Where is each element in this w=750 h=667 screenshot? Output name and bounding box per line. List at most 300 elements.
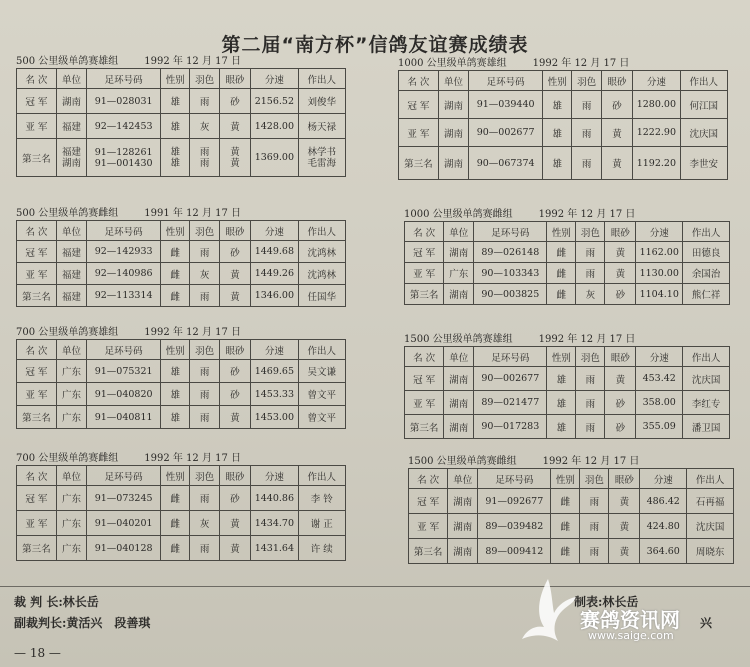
header-feather-color: 羽色 xyxy=(580,469,609,489)
results-table xyxy=(16,339,346,429)
table-row xyxy=(405,415,730,439)
cell-sex: 雄 xyxy=(547,367,576,391)
header-unit: 单位 xyxy=(438,71,468,91)
race-date: 1992 年 12 月 17 日 xyxy=(542,456,640,467)
table-row xyxy=(409,489,734,514)
table-header-row xyxy=(409,469,734,489)
category-name: 1500 公里级单鸽赛雌组 xyxy=(408,456,517,467)
table-caption xyxy=(404,333,730,346)
table-row xyxy=(17,285,346,307)
result-block xyxy=(404,333,730,439)
header-sex: 性别 xyxy=(161,69,190,89)
cell-sex: 雌 xyxy=(161,486,190,511)
table-header-row xyxy=(17,340,346,360)
results-table xyxy=(404,221,730,305)
result-block xyxy=(404,208,730,305)
cell-feather-color: 雨 xyxy=(576,391,605,415)
cell-owner: 余国治 xyxy=(683,263,730,284)
cell-eye-sand: 黄 xyxy=(605,263,636,284)
cell-rank: 亚 军 xyxy=(405,263,444,284)
race-date: 1992 年 12 月 17 日 xyxy=(538,334,636,345)
cell-unit: 湖南 xyxy=(438,119,468,147)
cell-speed: 1162.00 xyxy=(636,242,683,263)
header-eye-sand: 眼砂 xyxy=(605,347,636,367)
cell-unit: 广东 xyxy=(56,360,86,383)
race-date: 1992 年 12 月 17 日 xyxy=(144,453,242,464)
table-producer: 制表:林长岳 xyxy=(574,595,639,609)
race-date: 1992 年 12 月 17 日 xyxy=(538,209,636,220)
header-owner: 作出人 xyxy=(683,347,730,367)
cell-owner: 李红专 xyxy=(683,391,730,415)
cell-speed: 1428.00 xyxy=(251,114,298,139)
cell-ring-number: 91—075321 xyxy=(87,360,161,383)
cell-owner: 周晓东 xyxy=(687,539,734,564)
cell-owner: 沈鸿林 xyxy=(298,241,345,263)
cell-ring-number: 89—026148 xyxy=(474,242,547,263)
cell-sex: 雌 xyxy=(161,241,190,263)
cell-ring-number: 90—003825 xyxy=(474,284,547,305)
header-owner: 作出人 xyxy=(298,340,345,360)
cell-sex: 雄 xyxy=(161,360,190,383)
table-row xyxy=(409,539,734,564)
cell-rank: 亚 军 xyxy=(17,383,57,406)
cell-owner: 许 续 xyxy=(298,536,345,561)
cell-owner: 曾文平 xyxy=(298,383,345,406)
cell-feather-color: 雨 xyxy=(580,539,609,564)
cell-sex: 雌 xyxy=(547,263,576,284)
header-unit: 单位 xyxy=(56,340,86,360)
cell-rank: 亚 军 xyxy=(405,391,444,415)
cell-rank: 冠 军 xyxy=(399,91,439,119)
cell-feather-color: 雨 xyxy=(190,536,219,561)
table-row xyxy=(17,360,346,383)
cell-eye-sand: 黄 xyxy=(219,263,250,285)
header-unit: 单位 xyxy=(444,222,474,242)
cell-unit: 湖南 xyxy=(448,489,478,514)
cell-eye-sand: 黄 xyxy=(219,511,250,536)
cell-feather-color: 雨 雨 xyxy=(190,139,219,177)
cell-eye-sand: 黄 xyxy=(609,539,640,564)
cell-rank: 冠 军 xyxy=(409,489,448,514)
cell-feather-color: 雨 xyxy=(190,486,219,511)
cell-unit: 湖南 xyxy=(438,91,468,119)
cell-speed: 1453.33 xyxy=(251,383,298,406)
cell-unit: 湖南 xyxy=(438,147,468,180)
cell-ring-number: 92—113314 xyxy=(87,285,161,307)
race-date: 1992 年 12 月 17 日 xyxy=(144,56,242,67)
header-rank: 名 次 xyxy=(17,221,57,241)
cell-speed: 424.80 xyxy=(640,514,687,539)
cell-feather-color: 雨 xyxy=(190,89,219,114)
pigeon-logo-icon xyxy=(518,575,578,645)
header-ring-number: 足环号码 xyxy=(474,222,547,242)
cell-eye-sand: 黄 xyxy=(219,285,250,307)
cell-rank: 第三名 xyxy=(399,147,439,180)
cell-feather-color: 雨 xyxy=(576,367,605,391)
cell-eye-sand: 砂 xyxy=(605,415,636,439)
cell-unit: 湖南 xyxy=(444,415,474,439)
cell-sex: 雄 xyxy=(161,406,190,429)
cell-speed: 1440.86 xyxy=(251,486,298,511)
cell-eye-sand: 黄 xyxy=(219,114,250,139)
cell-sex: 雌 xyxy=(547,284,576,305)
cell-speed: 1431.64 xyxy=(251,536,298,561)
cell-rank: 亚 军 xyxy=(17,263,57,285)
result-block xyxy=(398,57,728,180)
cell-ring-number: 90—002677 xyxy=(474,367,547,391)
watermark-url: www.saige.com xyxy=(588,629,674,642)
cell-feather-color: 雨 xyxy=(576,263,605,284)
cell-feather-color: 雨 xyxy=(576,242,605,263)
table-row xyxy=(409,514,734,539)
table-caption xyxy=(16,326,346,339)
cell-eye-sand: 黄 xyxy=(601,119,632,147)
header-ring-number: 足环号码 xyxy=(469,71,543,91)
cell-ring-number: 91—040820 xyxy=(87,383,161,406)
cell-ring-number: 91—040128 xyxy=(87,536,161,561)
header-ring-number: 足环号码 xyxy=(87,340,161,360)
header-speed: 分速 xyxy=(636,347,683,367)
header-unit: 单位 xyxy=(56,69,86,89)
header-owner: 作出人 xyxy=(298,69,345,89)
cell-owner: 潘卫国 xyxy=(683,415,730,439)
header-sex: 性别 xyxy=(161,466,190,486)
cell-owner: 沈庆国 xyxy=(680,119,727,147)
cell-eye-sand: 砂 xyxy=(219,360,250,383)
cell-sex: 雌 xyxy=(161,536,190,561)
cell-eye-sand: 黄 xyxy=(609,489,640,514)
cell-speed: 1449.26 xyxy=(251,263,298,285)
cell-rank: 第三名 xyxy=(405,415,444,439)
cell-feather-color: 雨 xyxy=(572,91,601,119)
header-feather-color: 羽色 xyxy=(190,466,219,486)
cell-feather-color: 雨 xyxy=(576,415,605,439)
table-row xyxy=(17,511,346,536)
cell-sex: 雄 xyxy=(543,91,572,119)
header-speed: 分速 xyxy=(251,340,298,360)
header-speed: 分速 xyxy=(251,466,298,486)
cell-eye-sand: 黄 xyxy=(601,147,632,180)
header-owner: 作出人 xyxy=(298,221,345,241)
cell-ring-number: 91—128261 91—001430 xyxy=(87,139,161,177)
cell-feather-color: 雨 xyxy=(190,241,219,263)
table-header-row xyxy=(17,221,346,241)
cell-unit: 广东 xyxy=(56,511,86,536)
header-speed: 分速 xyxy=(251,69,298,89)
cell-feather-color: 雨 xyxy=(190,360,219,383)
cell-speed: 2156.52 xyxy=(251,89,298,114)
cell-sex: 雄 xyxy=(161,114,190,139)
cell-speed: 1369.00 xyxy=(251,139,298,177)
cell-speed: 1280.00 xyxy=(633,91,680,119)
header-feather-color: 羽色 xyxy=(576,222,605,242)
table-row xyxy=(399,119,728,147)
cell-owner: 李 铃 xyxy=(298,486,345,511)
watermark-text: 赛鸽资讯网 xyxy=(580,608,680,632)
cell-ring-number: 90—103343 xyxy=(474,263,547,284)
table-row xyxy=(17,406,346,429)
cell-eye-sand: 黄 xyxy=(609,514,640,539)
chief-judge: 裁 判 长:林长岳 xyxy=(14,595,99,609)
table-row xyxy=(405,263,730,284)
cell-sex: 雄 雄 xyxy=(161,139,190,177)
table-row xyxy=(399,91,728,119)
header-ring-number: 足环号码 xyxy=(87,466,161,486)
cell-unit: 湖南 xyxy=(448,539,478,564)
cell-rank: 第三名 xyxy=(17,536,57,561)
header-ring-number: 足环号码 xyxy=(87,221,161,241)
table-header-row xyxy=(405,347,730,367)
cell-ring-number: 91—028031 xyxy=(87,89,161,114)
cell-ring-number: 89—039482 xyxy=(478,514,551,539)
cell-speed: 1449.68 xyxy=(251,241,298,263)
header-sex: 性别 xyxy=(547,222,576,242)
header-rank: 名 次 xyxy=(405,222,444,242)
header-ring-number: 足环号码 xyxy=(87,69,161,89)
table-row xyxy=(17,536,346,561)
category-name: 500 公里级单鸽赛雌组 xyxy=(16,208,119,219)
cell-ring-number: 92—140986 xyxy=(87,263,161,285)
cell-rank: 亚 军 xyxy=(399,119,439,147)
cell-ring-number: 90—067374 xyxy=(469,147,543,180)
cell-speed: 486.42 xyxy=(640,489,687,514)
cell-sex: 雌 xyxy=(551,539,580,564)
cell-sex: 雄 xyxy=(543,119,572,147)
table-caption xyxy=(16,452,346,465)
cell-ring-number: 89—009412 xyxy=(478,539,551,564)
table-row xyxy=(17,263,346,285)
race-date: 1992 年 12 月 17 日 xyxy=(144,327,242,338)
cell-ring-number: 91—039440 xyxy=(469,91,543,119)
table-caption xyxy=(398,57,728,70)
cell-eye-sand: 砂 xyxy=(605,284,636,305)
cell-rank: 亚 军 xyxy=(17,114,57,139)
page-title: 第二届“南方杯”信鸽友谊赛成绩表 xyxy=(221,34,529,56)
cell-feather-color: 灰 xyxy=(190,511,219,536)
result-block xyxy=(16,55,346,177)
deputy-judge: 副裁判长:黄活兴 段善琪 xyxy=(14,616,151,630)
header-speed: 分速 xyxy=(633,71,680,91)
table-caption xyxy=(404,208,730,221)
cell-unit: 广东 xyxy=(444,263,474,284)
cell-speed: 1192.20 xyxy=(633,147,680,180)
cell-ring-number: 91—040201 xyxy=(87,511,161,536)
producer-tail: 兴 xyxy=(700,616,713,630)
cell-owner: 石再福 xyxy=(687,489,734,514)
header-owner: 作出人 xyxy=(680,71,727,91)
cell-feather-color: 灰 xyxy=(576,284,605,305)
table-row xyxy=(399,147,728,180)
cell-eye-sand: 黄 xyxy=(605,242,636,263)
results-table xyxy=(16,68,346,177)
header-sex: 性别 xyxy=(161,340,190,360)
cell-rank: 亚 军 xyxy=(409,514,448,539)
cell-unit: 福建 xyxy=(56,263,86,285)
cell-sex: 雄 xyxy=(547,391,576,415)
cell-rank: 冠 军 xyxy=(17,89,57,114)
cell-rank: 冠 军 xyxy=(405,367,444,391)
cell-feather-color: 雨 xyxy=(580,514,609,539)
cell-speed: 453.42 xyxy=(636,367,683,391)
table-caption xyxy=(408,455,734,468)
cell-feather-color: 灰 xyxy=(190,263,219,285)
results-table xyxy=(398,70,728,180)
header-unit: 单位 xyxy=(448,469,478,489)
header-ring-number: 足环号码 xyxy=(474,347,547,367)
cell-eye-sand: 黄 xyxy=(219,406,250,429)
cell-feather-color: 雨 xyxy=(572,119,601,147)
cell-speed: 1453.00 xyxy=(251,406,298,429)
header-feather-color: 羽色 xyxy=(576,347,605,367)
cell-owner: 田德良 xyxy=(683,242,730,263)
race-date: 1991 年 12 月 17 日 xyxy=(144,208,242,219)
cell-eye-sand: 砂 xyxy=(219,486,250,511)
cell-ring-number: 91—040811 xyxy=(87,406,161,429)
header-sex: 性别 xyxy=(161,221,190,241)
table-row xyxy=(17,139,346,177)
cell-unit: 广东 xyxy=(56,536,86,561)
category-name: 700 公里级单鸽赛雄组 xyxy=(16,327,119,338)
cell-owner: 吴文谦 xyxy=(298,360,345,383)
header-sex: 性别 xyxy=(547,347,576,367)
header-rank: 名 次 xyxy=(405,347,444,367)
header-rank: 名 次 xyxy=(17,69,57,89)
cell-sex: 雌 xyxy=(161,511,190,536)
cell-speed: 364.60 xyxy=(640,539,687,564)
cell-unit: 湖南 xyxy=(444,284,474,305)
cell-eye-sand: 黄 xyxy=(605,367,636,391)
table-row xyxy=(405,391,730,415)
cell-rank: 第三名 xyxy=(17,139,57,177)
page-number: — 18 — xyxy=(14,646,61,660)
header-eye-sand: 眼砂 xyxy=(601,71,632,91)
header-unit: 单位 xyxy=(444,347,474,367)
result-block xyxy=(16,207,346,307)
category-name: 700 公里级单鸽赛雌组 xyxy=(16,453,119,464)
header-eye-sand: 眼砂 xyxy=(605,222,636,242)
cell-unit: 福建 xyxy=(56,114,86,139)
header-eye-sand: 眼砂 xyxy=(219,340,250,360)
table-row xyxy=(17,486,346,511)
cell-unit: 广东 xyxy=(56,486,86,511)
cell-ring-number: 91—073245 xyxy=(87,486,161,511)
race-date: 1992 年 12 月 17 日 xyxy=(532,58,630,69)
cell-eye-sand: 砂 xyxy=(219,89,250,114)
cell-feather-color: 雨 xyxy=(580,489,609,514)
cell-ring-number: 92—142453 xyxy=(87,114,161,139)
cell-ring-number: 90—017283 xyxy=(474,415,547,439)
header-unit: 单位 xyxy=(56,221,86,241)
table-header-row xyxy=(17,69,346,89)
cell-feather-color: 雨 xyxy=(190,383,219,406)
header-sex: 性别 xyxy=(543,71,572,91)
header-feather-color: 羽色 xyxy=(190,340,219,360)
cell-unit: 湖南 xyxy=(444,242,474,263)
header-owner: 作出人 xyxy=(683,222,730,242)
table-row xyxy=(17,241,346,263)
cell-eye-sand: 黄 黄 xyxy=(219,139,250,177)
cell-speed: 1346.00 xyxy=(251,285,298,307)
table-caption xyxy=(16,55,346,68)
cell-owner: 沈庆国 xyxy=(687,514,734,539)
cell-owner: 曾文平 xyxy=(298,406,345,429)
cell-ring-number: 91—092677 xyxy=(478,489,551,514)
cell-sex: 雄 xyxy=(547,415,576,439)
cell-eye-sand: 砂 xyxy=(605,391,636,415)
cell-rank: 第三名 xyxy=(405,284,444,305)
table-row xyxy=(405,242,730,263)
cell-owner: 刘俊华 xyxy=(298,89,345,114)
cell-feather-color: 灰 xyxy=(190,114,219,139)
table-row xyxy=(405,367,730,391)
cell-eye-sand: 砂 xyxy=(219,383,250,406)
cell-speed: 358.00 xyxy=(636,391,683,415)
header-feather-color: 羽色 xyxy=(572,71,601,91)
result-block xyxy=(16,326,346,429)
header-speed: 分速 xyxy=(636,222,683,242)
table-row xyxy=(405,284,730,305)
cell-speed: 1104.10 xyxy=(636,284,683,305)
cell-sex: 雌 xyxy=(547,242,576,263)
cell-feather-color: 雨 xyxy=(190,406,219,429)
cell-owner: 沈庆国 xyxy=(683,367,730,391)
header-rank: 名 次 xyxy=(17,340,57,360)
table-header-row xyxy=(405,222,730,242)
header-unit: 单位 xyxy=(56,466,86,486)
cell-unit: 湖南 xyxy=(444,391,474,415)
cell-owner: 杨天禄 xyxy=(298,114,345,139)
cell-owner: 沈鸿林 xyxy=(298,263,345,285)
category-name: 500 公里级单鸽赛雄组 xyxy=(16,56,119,67)
table-header-row xyxy=(17,466,346,486)
cell-owner: 李世安 xyxy=(680,147,727,180)
cell-sex: 雄 xyxy=(543,147,572,180)
cell-speed: 1434.70 xyxy=(251,511,298,536)
cell-rank: 冠 军 xyxy=(17,486,57,511)
cell-rank: 冠 军 xyxy=(17,360,57,383)
cell-ring-number: 89—021477 xyxy=(474,391,547,415)
judges-credits xyxy=(14,592,150,634)
header-speed: 分速 xyxy=(251,221,298,241)
cell-unit: 广东 xyxy=(56,383,86,406)
header-eye-sand: 眼砂 xyxy=(219,466,250,486)
header-owner: 作出人 xyxy=(298,466,345,486)
category-name: 1500 公里级单鸽赛雄组 xyxy=(404,334,513,345)
cell-unit: 湖南 xyxy=(448,514,478,539)
cell-unit: 福建 xyxy=(56,285,86,307)
cell-speed: 355.09 xyxy=(636,415,683,439)
cell-unit: 湖南 xyxy=(56,89,86,114)
results-table xyxy=(404,346,730,439)
cell-rank: 第三名 xyxy=(409,539,448,564)
category-name: 1000 公里级单鸽赛雌组 xyxy=(404,209,513,220)
cell-speed: 1469.65 xyxy=(251,360,298,383)
cell-rank: 第三名 xyxy=(17,406,57,429)
cell-unit: 广东 xyxy=(56,406,86,429)
cell-owner: 熊仁祥 xyxy=(683,284,730,305)
header-rank: 名 次 xyxy=(17,466,57,486)
cell-sex: 雌 xyxy=(551,514,580,539)
cell-owner: 何江国 xyxy=(680,91,727,119)
results-table xyxy=(408,468,734,564)
header-feather-color: 羽色 xyxy=(190,221,219,241)
cell-ring-number: 90—002677 xyxy=(469,119,543,147)
header-ring-number: 足环号码 xyxy=(478,469,551,489)
category-name: 1000 公里级单鸽赛雄组 xyxy=(398,58,507,69)
results-table xyxy=(16,465,346,561)
header-feather-color: 羽色 xyxy=(190,69,219,89)
result-block xyxy=(408,455,734,564)
